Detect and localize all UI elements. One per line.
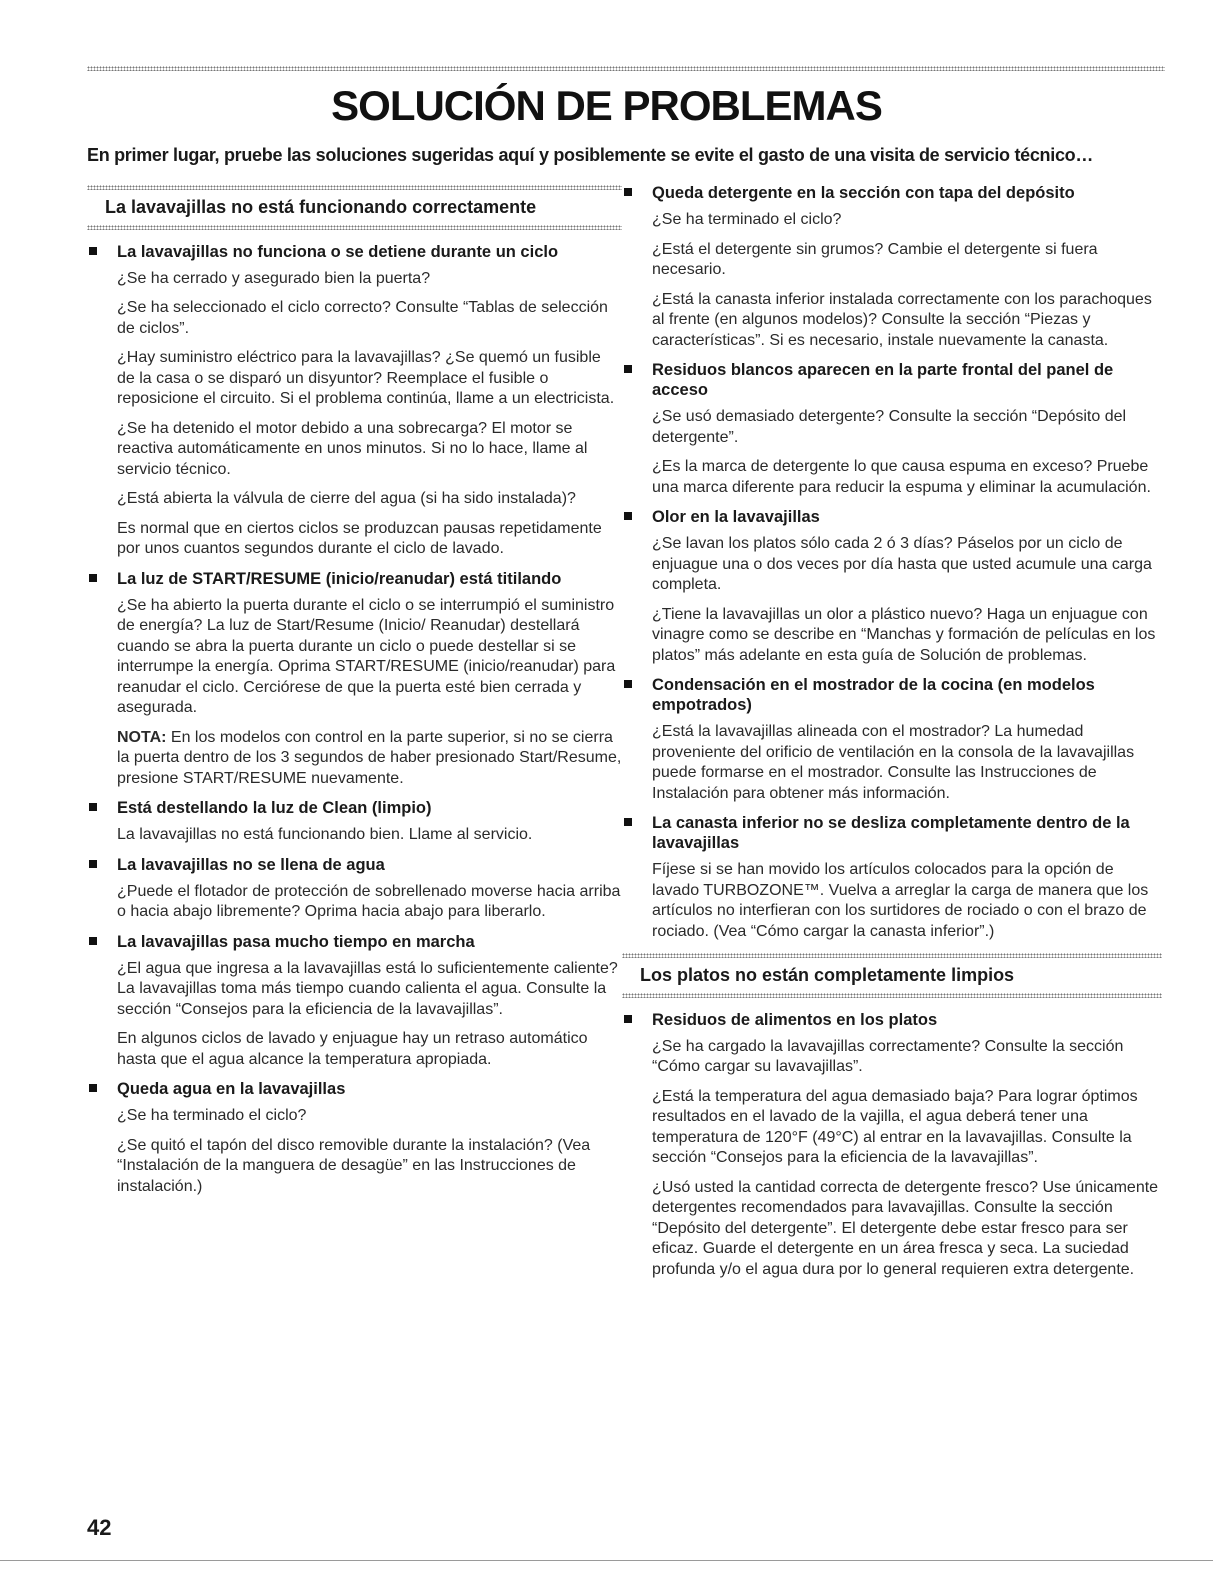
section-header-dishes-not-clean <box>622 951 1162 1000</box>
problem-title: La lavavajillas pasa mucho tiempo en marcha <box>117 932 475 951</box>
solution-text: ¿Hay suministro eléctrico para la lavavajillas? ¿Se quemó un fusible de la casa o se disparó un disyuntor? Reemplace el fusible o reposicione el circuito. Si el problema continúa, llame a un electricista. <box>117 349 615 407</box>
problem-item <box>87 798 622 846</box>
square-bullet-icon <box>89 1084 97 1092</box>
bottom-rule <box>0 1560 1213 1561</box>
solution-text: Es normal que en ciertos ciclos se produzcan pausas repetidamente por unos cuantos segundos durante el ciclo de lavado. <box>117 519 602 557</box>
solution-text: ¿Se ha detenido el motor debido a una sobrecarga? El motor se reactiva automáticamente en unos minutos. Si no lo hace, llame al servicio técnico. <box>117 419 588 478</box>
solution-text: ¿Se usó demasiado detergente? Consulte la sección “Depósito del detergente”. <box>652 408 1127 446</box>
problem-title: Queda detergente en la sección con tapa del depósito <box>652 184 1075 202</box>
section-header-not-working <box>87 183 622 232</box>
section-rule-top <box>622 953 1162 958</box>
section-rule-bottom <box>87 225 622 230</box>
solution-text: ¿Es la marca de detergente lo que causa espuma en exceso? Pruebe una marca diferente para reducir la espuma y eliminar la acumulación. <box>652 458 1151 496</box>
problem-item <box>87 1079 622 1197</box>
top-dotted-rule <box>87 66 1165 71</box>
solution-text: ¿Usó usted la cantidad correcta de detergente fresco? Use únicamente detergentes recomendados para lavavajillas. Consulte la sección “Depósito del detergente”. El detergente debe estar fresco para ser eficaz. Guarde el detergente en un área fresca y seca. La suciedad profunda y/o el agua dura por lo general requieren extra detergente. <box>652 1178 1159 1278</box>
solution-text: En algunos ciclos de lavado y enjuague hay un retraso automático hasta que el agua alcance la temperatura apropiada. <box>117 1030 588 1068</box>
problem-title: La canasta inferior no se desliza completamente dentro de la lavavajillas <box>652 814 1130 852</box>
problem-item <box>87 855 622 923</box>
right-column <box>622 183 1162 1289</box>
solution-text: ¿Está abierta la válvula de cierre del agua (si ha sido instalada)? <box>117 490 576 507</box>
solution-text: ¿Se lavan los platos sólo cada 2 ó 3 días? Páselos por un ciclo de enjuague una o dos veces por día hasta que usted acumule una carga completa. <box>652 535 1152 593</box>
square-bullet-icon <box>89 574 97 582</box>
square-bullet-icon <box>89 247 97 255</box>
square-bullet-icon <box>624 680 632 688</box>
square-bullet-icon <box>89 803 97 811</box>
square-bullet-icon <box>624 188 632 196</box>
page-subtitle: En primer lugar, pruebe las soluciones sugeridas aquí y posiblemente se evite el gasto de una visita de servicio técnico… <box>87 145 1094 165</box>
solution-text: ¿Tiene la lavavajillas un olor a plástico nuevo? Haga un enjuague con vinagre como se describe en “Manchas y formación de películas en los platos” más adelante en esta guía de Solución de problemas. <box>652 605 1156 664</box>
problem-item <box>622 507 1162 666</box>
solution-text: ¿Está la canasta inferior instalada correctamente con los parachoques al frente (en algunos modelos)? Consulte la sección “Piezas y características”. Si es necesario, instale nuevamente la canasta. <box>652 290 1152 349</box>
note-body: En los modelos con control en la parte superior, si no se cierra la puerta dentro de los 3 segundos de haber presionado Start/Resume, presione START/RESUME nuevamente. <box>117 728 622 787</box>
page-number: 42 <box>87 1515 112 1540</box>
problem-title: Está destellando la luz de Clean (limpio) <box>117 799 432 817</box>
problem-title: La lavavajillas no se llena de agua <box>117 855 385 874</box>
problem-title: Olor en la lavavajillas <box>652 508 820 526</box>
solution-text: ¿Está el detergente sin grumos? Cambie el detergente si fuera necesario. <box>652 240 1098 278</box>
problem-title: Queda agua en la lavavajillas <box>117 1080 346 1098</box>
section-rule-bottom <box>622 993 1162 998</box>
problem-title: Residuos de alimentos en los platos <box>652 1010 938 1029</box>
problem-item <box>622 1010 1162 1281</box>
left-column <box>87 183 622 1206</box>
problem-title: Condensación en el mostrador de la cocina (en modelos empotrados) <box>652 676 1095 714</box>
problem-title: La luz de START/RESUME (inicio/reanudar) está titilando <box>117 569 562 588</box>
problem-title: La lavavajillas no funciona o se detiene durante un ciclo <box>117 242 559 261</box>
problem-item <box>87 242 622 560</box>
section-title: La lavavajillas no está funcionando correctamente <box>105 197 537 217</box>
section-title: Los platos no están completamente limpios <box>640 965 1015 985</box>
problem-title: Residuos blancos aparecen en la parte frontal del panel de acceso <box>652 361 1114 399</box>
solution-text: ¿Puede el flotador de protección de sobrellenado moverse hacia arriba o hacia abajo libremente? Oprima hacia abajo para liberarlo. <box>117 882 621 920</box>
solution-text: ¿Se ha terminado el ciclo? <box>117 1107 307 1124</box>
solution-text: ¿Está la lavavajillas alineada con el mostrador? La humedad proveniente del orificio de ventilación en la consola de la lavavajillas puede formarse en el mostrador. Consulte las Instrucciones de Instalación para obtener más información. <box>652 723 1135 802</box>
square-bullet-icon <box>624 818 632 826</box>
note-label: NOTA: <box>117 728 167 746</box>
solution-text: ¿Se ha terminado el ciclo? <box>652 211 842 228</box>
square-bullet-icon <box>624 512 632 520</box>
solution-text: Fíjese si se han movido los artículos colocados para la opción de lavado TURBOZONE™. Vuelva a arreglar la carga de manera que los artículos no interfieran con los surtidores de rociado o con el brazo de rociado. (Vea “Cómo cargar la canasta inferior”.) <box>652 861 1149 940</box>
solution-text: ¿Se ha abierto la puerta durante el ciclo o se interrumpió el suministro de energía? La luz de Start/Resume (Inicio/ Reanudar) destellará cuando se abra la puerta durante un ciclo o puede destellar si se interrumpe la energía. Oprima START/RESUME (inicio/reanudar) para reanudar el ciclo. Cerciórese de que la puerta esté bien cerrada y asegurada. <box>117 596 616 716</box>
problem-item <box>622 813 1162 942</box>
square-bullet-icon <box>89 937 97 945</box>
problem-item <box>622 183 1162 351</box>
problem-item <box>622 360 1162 498</box>
solution-text: ¿Está la temperatura del agua demasiado baja? Para lograr óptimos resultados en el lavado de la vajilla, el agua deberá tener una temperatura de 120°F (49°C) al entrar en la lavavajillas. Consulte la sección “Consejos para la eficiencia de la lavavajillas”. <box>652 1087 1138 1166</box>
section-rule-top <box>87 185 622 190</box>
square-bullet-icon <box>89 860 97 868</box>
solution-text: ¿Se quitó el tapón del disco removible durante la instalación? (Vea “Instalación de la manguera de desagüe” en las Instrucciones de instalación.) <box>117 1136 591 1195</box>
square-bullet-icon <box>624 1015 632 1023</box>
page-title: SOLUCIÓN DE PROBLEMAS <box>331 82 882 129</box>
solution-text: ¿Se ha cargado la lavavajillas correctamente? Consulte la sección “Cómo cargar su lavavajillas”. <box>652 1037 1124 1075</box>
square-bullet-icon <box>624 365 632 373</box>
note-text <box>117 728 622 790</box>
solution-text: La lavavajillas no está funcionando bien. Llame al servicio. <box>117 826 533 843</box>
problem-item <box>87 569 622 790</box>
solution-text: ¿Se ha seleccionado el ciclo correcto? Consulte “Tablas de selección de ciclos”. <box>117 299 608 337</box>
problem-item <box>87 932 622 1071</box>
solution-text: ¿Se ha cerrado y asegurado bien la puerta? <box>117 269 431 287</box>
solution-text: ¿El agua que ingresa a la lavavajillas está lo suficientemente caliente? La lavavajillas toma más tiempo cuando calienta el agua. Consulte la sección “Consejos para la eficiencia de la lavavajillas”. <box>117 959 618 1018</box>
problem-item <box>622 675 1162 804</box>
